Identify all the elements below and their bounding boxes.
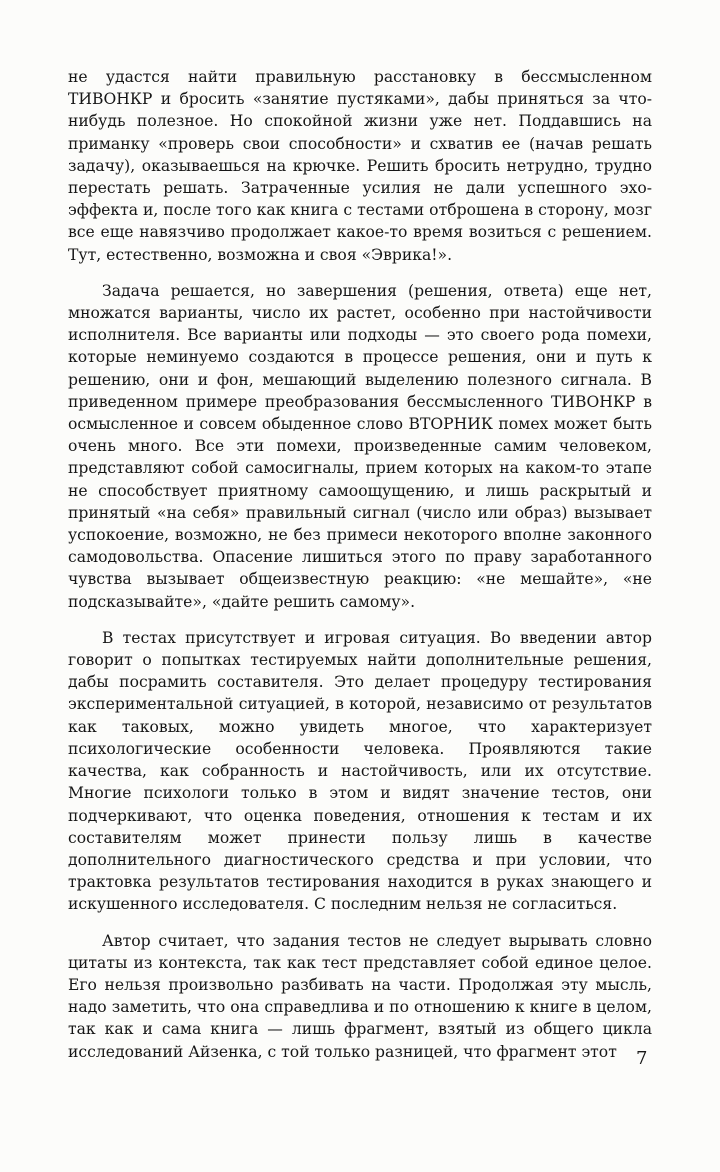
paragraph-continuation: не удастся найти правильную расстановку в бессмысленном ТИВОНКР и бросить «занятие пустяками», дабы приняться за что-нибудь полезное. Но спокойной жизни уже нет. Поддавшись на приманку «проверь свои способности» и схватив ее (начав решать задачу), оказываешься на крючке. Решить бросить нетрудно, трудно перестать решать. Затраченные усилия не дали успешного эхо-эффекта и, после того как книга с тестами отброшена в сторону, мозг все еще навязчиво продолжает какое-то время возиться с решением. Тут, естественно, возможна и своя «Эврика!». <box>68 68 652 264</box>
paragraph-test-integrity: Автор считает, что задания тестов не следует вырывать словно цитаты из контекста, так как тест представляет собой единое целое. Его нельзя произвольно разбивать на части. Продолжая эту мысль, надо заметить, что она справедлива и по отношению к книге в целом, так как и сама книга — лишь фрагмент, взятый из общего цикла исследований Айзенка, с той только разницей, что фрагмент этот <box>68 931 652 1061</box>
page-number: 7 <box>636 1048 648 1069</box>
paragraph-game-situation: В тестах присутствует и игровая ситуация. Во введении автор говорит о попытках тестируемых найти дополнительные решения, дабы посрамить составителя. Это делает процедуру тестирования экспериментальной ситуацией, в которой, независимо от результатов как таковых, можно увидеть многое, что характеризует психологические особенности человека. Проявляются такие качества, как собранность и настойчивость, или их отсутствие. Многие психологи только в этом и видят значение тестов, они подчеркивают, что оценка поведения, отношения к тестам и их составителям может принести пользу лишь в качестве дополнительного диагностического средства и при условии, что трактовка результатов тестирования находится в руках знающего и искушенного исследователя. С последним нельзя не согласиться. <box>68 628 652 914</box>
body-text <box>68 66 652 1077</box>
paragraph-problem-solving: Задача решается, но завершения (решения, ответа) еще нет, множатся варианты, число их растет, особенно при настойчивости исполнителя. Все варианты или подходы — это своего рода помехи, которые неминуемо создаются в процессе решения, они и путь к решению, они и фон, мешающий выделению полезного сигнала. В приведенном примере преобразования бессмысленного ТИВОНКР в осмысленное и совсем обыденное слово ВТОРНИК помех может быть очень много. Все эти помехи, произведенные самим человеком, представляют собой самосигналы, прием которых на каком-то этапе не способствует приятному самоощущению, и лишь раскрытый и принятый «на себя» правильный сигнал (число или образ) вызывает успокоение, возможно, не без примеси некоторого вполне законного самодовольства. Опасение лишиться этого по праву заработанного чувства вызывает общеизвестную реакцию: «не мешайте», «не подсказывайте», «дайте решить самому». <box>68 281 652 611</box>
